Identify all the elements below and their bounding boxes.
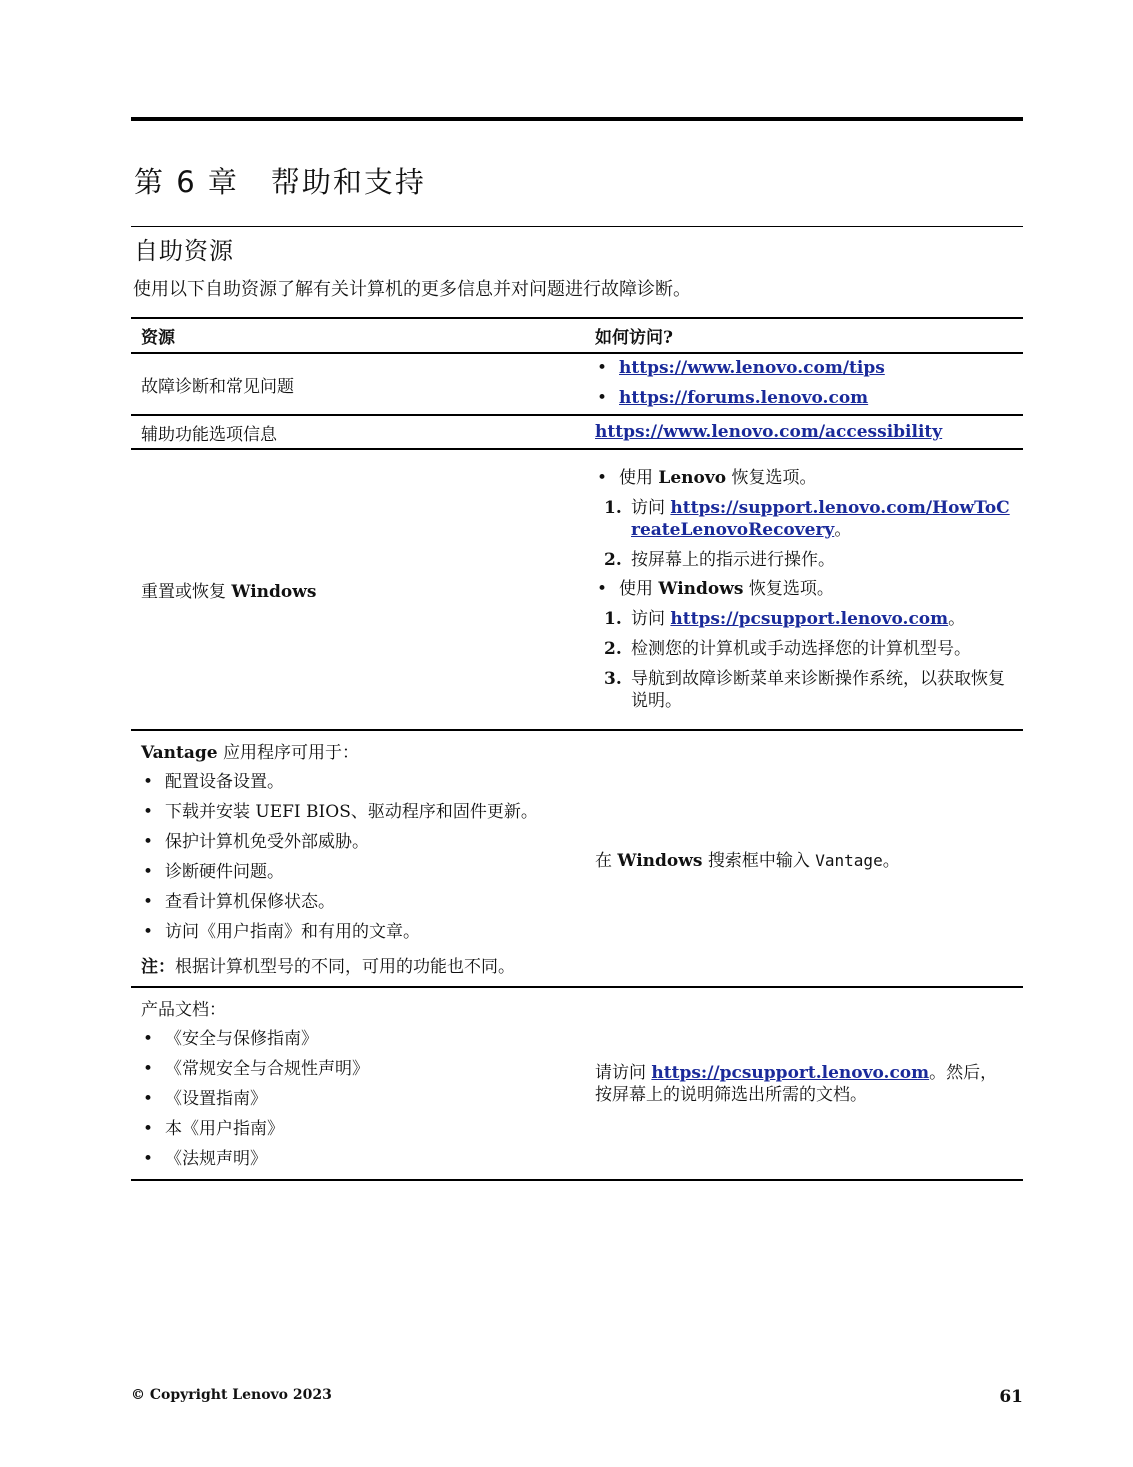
tips-link[interactable]: https://www.lenovo.com/tips (619, 358, 885, 378)
bullet-text: 恢复选项。 (743, 578, 834, 599)
list-item: • 配置设备设置。 (141, 772, 576, 793)
pcsupport-link[interactable]: https://pcsupport.lenovo.com (670, 608, 949, 629)
chapter-title (134, 160, 426, 201)
row1-resource: 故障诊断和常见问题 (131, 353, 586, 415)
access-text: 请访问 (595, 1062, 652, 1083)
step-number: 1. (604, 497, 622, 518)
list-item (595, 638, 1013, 660)
list-item: • 下载并安装 UEFI BIOS、驱动程序和固件更新。 (141, 802, 576, 823)
access-windows: Windows (617, 851, 703, 871)
row3-resource-windows: Windows (231, 582, 317, 602)
access-vantage-code: Vantage (815, 851, 883, 870)
step-number: 1. (604, 608, 622, 629)
forums-link[interactable]: https://forums.lenovo.com (619, 388, 869, 408)
list-item (595, 549, 1013, 571)
list-item (595, 668, 1013, 712)
step-number: 2. (604, 549, 622, 570)
table-row (131, 449, 1023, 730)
row3-access (586, 449, 1023, 730)
row4-resource (131, 730, 586, 987)
step-text: 导航到故障诊断菜单来诊断操作系统，以获取恢复说明。 (631, 668, 1005, 711)
step-text: 。 (834, 519, 852, 540)
intro-paragraph: 使用以下自助资源了解有关计算机的更多信息并对问题进行故障诊断。 (133, 279, 691, 300)
step-text: 。 (948, 608, 966, 629)
docs-intro: 产品文档： (141, 1000, 226, 1020)
list-item: • 本《用户指南》 (141, 1119, 576, 1140)
list-item (595, 358, 1013, 379)
list-item: • 访问《用户指南》和有用的文章。 (141, 922, 576, 943)
section-title: 自助资源 (134, 237, 234, 265)
vantage-name: Vantage (141, 743, 218, 763)
pcsupport-docs-link[interactable]: https://pcsupport.lenovo.com (651, 1062, 930, 1083)
note-text: 根据计算机型号的不同，可用的功能也不同。 (175, 957, 515, 977)
accessibility-link[interactable]: https://www.lenovo.com/accessibility (595, 422, 943, 442)
resources-table (131, 317, 1023, 1181)
list-item (595, 497, 1013, 541)
section-rule (131, 226, 1023, 227)
list-item: • 《安全与保修指南》 (141, 1029, 576, 1050)
list-item: • 《设置指南》 (141, 1089, 576, 1110)
bullet-text: 使用 (619, 467, 659, 488)
step-text: 按屏幕上的指示进行操作。 (631, 549, 835, 570)
table-row (131, 987, 1023, 1180)
chapter-number: 第 6 章 (134, 165, 239, 199)
step-number: 3. (604, 668, 622, 689)
list-item (595, 608, 1013, 630)
step-text: 检测您的计算机或手动选择您的计算机型号。 (631, 638, 971, 659)
recovery-link[interactable]: https://support.lenovo.com/HowToCreateLenovoRecovery (631, 497, 1010, 540)
list-item (595, 579, 1013, 712)
row3-resource (131, 449, 586, 730)
row5-resource (131, 987, 586, 1180)
copyright: © Copyright Lenovo 2023 (131, 1387, 332, 1403)
list-item: • 《法规声明》 (141, 1149, 576, 1170)
row1-access (586, 353, 1023, 415)
top-rule (131, 117, 1023, 121)
table-row (131, 730, 1023, 987)
step-text: 访问 (631, 497, 671, 518)
list-item: • 《常规安全与合规性声明》 (141, 1059, 576, 1080)
bullet-bold: Lenovo (658, 467, 727, 488)
vantage-intro (141, 738, 576, 763)
header-resource: 资源 (131, 318, 586, 353)
list-item (595, 388, 1013, 409)
table-header-row (131, 318, 1023, 353)
bullet-text: 使用 (619, 578, 659, 599)
access-text: 搜索框中输入 (702, 851, 816, 871)
list-item: • 查看计算机保修状态。 (141, 892, 576, 913)
row4-access (586, 730, 1023, 987)
vantage-intro-text: 应用程序可用于： (217, 743, 359, 763)
access-text: 在 (595, 851, 618, 871)
row2-resource: 辅助功能选项信息 (131, 415, 586, 449)
chapter-name: 帮助和支持 (270, 165, 426, 199)
row3-resource-text: 重置或恢复 (141, 582, 232, 602)
table-row (131, 415, 1023, 449)
page-number: 61 (999, 1387, 1023, 1407)
access-text: 。 (882, 851, 900, 871)
access-text: 。然后，按屏幕上的说明筛选出所需的文档。 (595, 1062, 998, 1105)
step-text: 访问 (631, 608, 671, 629)
note-label: 注： (141, 957, 175, 977)
list-item: • 诊断硬件问题。 (141, 862, 576, 883)
row2-access (586, 415, 1023, 449)
header-access: 如何访问? (586, 318, 1023, 353)
list-item: • 保护计算机免受外部威胁。 (141, 832, 576, 853)
note (141, 952, 576, 980)
bullet-text: 恢复选项。 (726, 467, 817, 488)
list-item (595, 468, 1013, 571)
step-number: 2. (604, 638, 622, 659)
row5-access (586, 987, 1023, 1180)
bullet-bold: Windows (658, 578, 744, 599)
table-row (131, 353, 1023, 415)
